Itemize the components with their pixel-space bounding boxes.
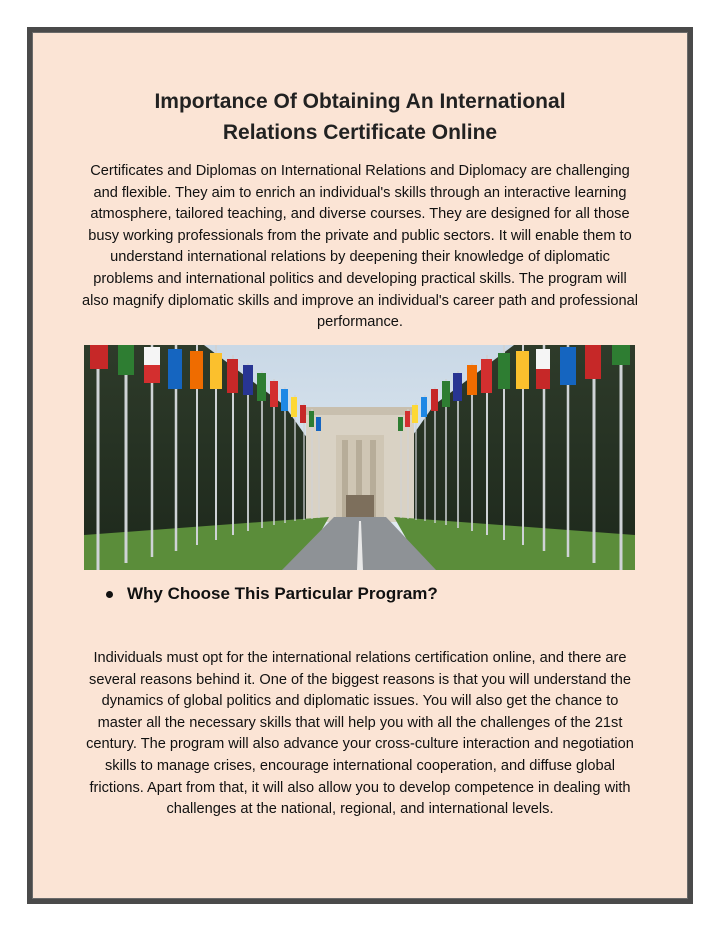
reasons-paragraph: Individuals must opt for the international relations certification online, and there are several reasons behind it. One of the biggest reasons is that you will understand the dynamics of global politics and diplomatic issues. You will also get the chance to master all the necessary skills that will help you with all the challenges of the 21st century. The program will also advance your cross-culture interaction and negotiation skills to manage crises, encourage international cooperation, and diffuse global frictions. Apart from that, it will also allow you to develop competence in dealing with challenges at the national, regional, and international levels. xyxy=(86,650,634,818)
bullet-icon xyxy=(106,591,113,598)
palais-building xyxy=(306,407,414,522)
title-line-1: Importance Of Obtaining An International xyxy=(154,90,566,113)
flag-alley-photo xyxy=(84,345,635,570)
document-title xyxy=(0,86,720,148)
section-heading-text: Why Choose This Particular Program? xyxy=(127,584,438,603)
title-line-2: Relations Certificate Online xyxy=(222,121,498,144)
section-heading xyxy=(106,584,438,604)
intro-paragraph: Certificates and Diplomas on International Relations and Diplomacy are challenging and flexible. They aim to enrich an individual's skills through an interactive learning atmosphere, tailored teaching, and diverse courses. They are designed for all those busy working professionals from the private and public sectors. It will enable them to understand international relations by deepening their knowledge of diplomatic problems and international politics and developing practical skills. The program will also magnify diplomatic skills and improve an individual's career path and professional performance. xyxy=(81,163,639,331)
